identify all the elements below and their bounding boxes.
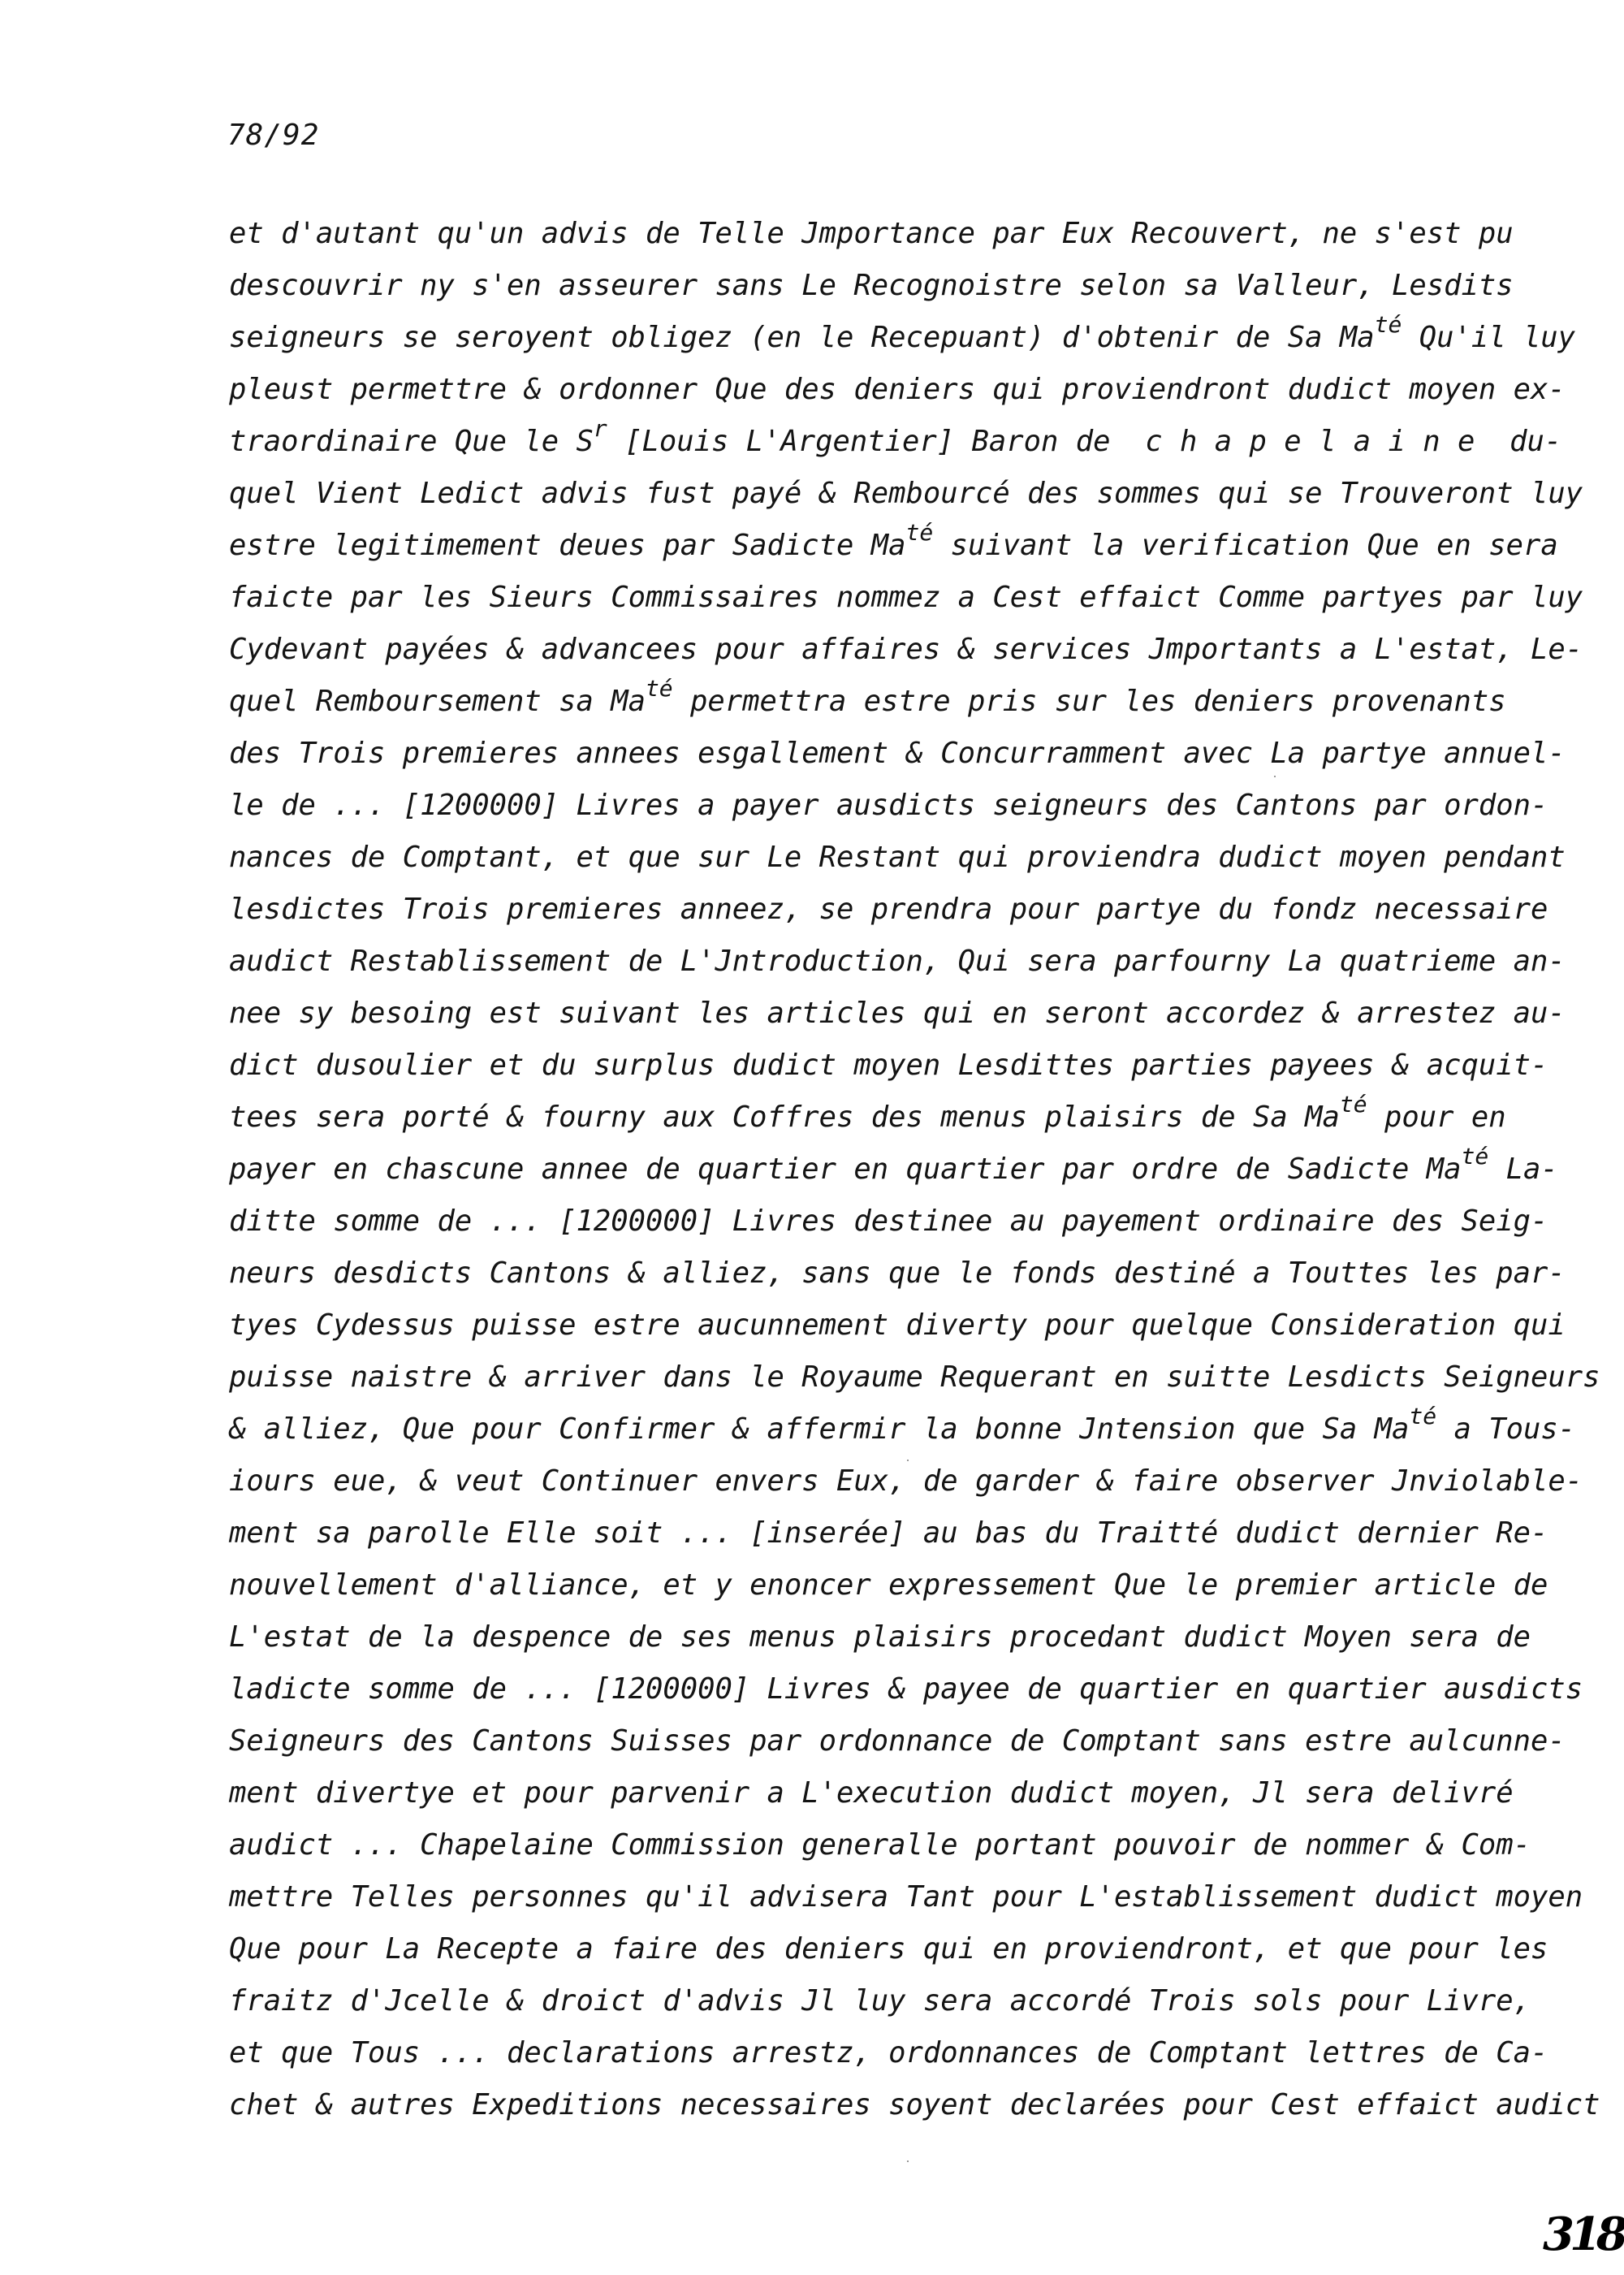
text-segment: [Louis L'Argentier] Baron de c h a p e l a i n e du- bbox=[607, 425, 1562, 458]
text-line bbox=[229, 728, 1609, 780]
text-segment: puisse naistre & arriver dans le Royaume Requerant en suitte Lesdicts Seigneurs bbox=[229, 1360, 1600, 1394]
text-segment: lesdictes Trois premieres anneez, se prendra pour partye du fondz necessaire bbox=[229, 893, 1548, 926]
text-line bbox=[229, 832, 1609, 884]
text-segment: ladicte somme de ... [1200000] Livres & payee de quartier en quartier ausdicts bbox=[229, 1672, 1583, 1706]
text-line bbox=[229, 1144, 1609, 1196]
superscript-abbrev: té bbox=[1374, 311, 1402, 338]
text-segment: et d'autant qu'un advis de Telle Jmportance par Eux Recouvert, ne s'est pu bbox=[229, 217, 1514, 250]
scan-speck bbox=[1274, 776, 1276, 777]
text-segment: le de ... [1200000] Livres a payer ausdicts seigneurs des Cantons par ordon- bbox=[229, 789, 1548, 822]
scan-speck bbox=[907, 1460, 909, 1461]
text-segment: Qu'il luy bbox=[1402, 321, 1576, 354]
text-line bbox=[229, 988, 1609, 1040]
text-segment: chet & autres Expeditions necessaires soyent declarées pour Cest effaict audict bbox=[229, 2088, 1600, 2121]
text-segment: neurs desdicts Cantons & alliez, sans que le fonds destiné a Touttes les par- bbox=[229, 1256, 1566, 1290]
text-line bbox=[229, 780, 1609, 832]
text-line bbox=[229, 364, 1609, 416]
text-line bbox=[229, 2079, 1609, 2131]
text-line bbox=[229, 1300, 1609, 1352]
text-segment: Seigneurs des Cantons Suisses par ordonnance de Comptant sans estre aulcunne- bbox=[229, 1724, 1566, 1758]
text-line bbox=[229, 1092, 1609, 1144]
superscript-abbrev: té bbox=[645, 675, 673, 702]
document-body bbox=[229, 208, 1609, 2131]
text-line bbox=[229, 312, 1609, 364]
folio-number-handwritten: 318 bbox=[1543, 2208, 1623, 2261]
text-line bbox=[229, 624, 1609, 676]
text-line bbox=[229, 572, 1609, 624]
text-segment: tyes Cydessus puisse estre aucunnement diverty pour quelque Consideration qui bbox=[229, 1308, 1566, 1342]
scan-speck bbox=[907, 2160, 909, 2162]
text-segment: Cydevant payées & advancees pour affaires & services Jmportants a L'estat, Le- bbox=[229, 633, 1583, 666]
text-line bbox=[229, 416, 1609, 468]
text-segment: permettra estre pris sur les deniers provenants bbox=[672, 685, 1506, 718]
superscript-abbrev: té bbox=[1409, 1403, 1437, 1429]
text-line bbox=[229, 1975, 1609, 2027]
text-line bbox=[229, 676, 1609, 728]
text-segment: quel Vient Ledict advis fust payé & Rembourcé des sommes qui se Trouveront luy bbox=[229, 477, 1583, 510]
text-segment: tees sera porté & fourny aux Coffres des menus plaisirs de Sa Ma bbox=[229, 1101, 1340, 1134]
text-segment: dict dusoulier et du surplus dudict moyen Lesdittes parties payees & acquit- bbox=[229, 1049, 1548, 1082]
text-segment: iours eue, & veut Continuer envers Eux, de garder & faire observer Jnviolable- bbox=[229, 1464, 1583, 1498]
text-segment: ment divertye et pour parvenir a L'execution dudict moyen, Jl sera delivré bbox=[229, 1776, 1514, 1810]
text-line bbox=[229, 1040, 1609, 1092]
text-segment: mettre Telles personnes qu'il advisera Tant pour L'establissement dudict moyen bbox=[229, 1880, 1583, 1914]
text-line bbox=[229, 1196, 1609, 1248]
text-line bbox=[229, 520, 1609, 572]
text-segment: des Trois premieres annees esgallement & Concurramment avec La partye annuel- bbox=[229, 737, 1566, 770]
text-segment: nances de Comptant, et que sur Le Restant qui proviendra dudict moyen pendant bbox=[229, 841, 1566, 874]
text-segment: audict Restablissement de L'Jntroduction, Qui sera parfourny La quatrieme an- bbox=[229, 945, 1566, 978]
text-segment: traordinaire Que le S bbox=[229, 425, 594, 458]
text-segment: ditte somme de ... [1200000] Livres destinee au payement ordinaire des Seig- bbox=[229, 1205, 1548, 1238]
text-line bbox=[229, 1663, 1609, 1715]
text-line bbox=[229, 208, 1609, 260]
text-segment: suivant la verification Que en sera bbox=[933, 529, 1558, 562]
superscript-abbrev: té bbox=[905, 519, 934, 546]
text-segment: seigneurs se seroyent obligez (en le Recepuant) d'obtenir de Sa Ma bbox=[229, 321, 1375, 354]
page-number: 78/92 bbox=[227, 119, 320, 152]
text-line bbox=[229, 260, 1609, 312]
text-segment: a Tous- bbox=[1436, 1412, 1576, 1446]
text-line bbox=[229, 884, 1609, 936]
text-segment: audict ... Chapelaine Commission generalle portant pouvoir de nommer & Com- bbox=[229, 1828, 1531, 1862]
text-line bbox=[229, 1923, 1609, 1975]
text-segment: pleust permettre & ordonner Que des deniers qui proviendront dudict moyen ex- bbox=[229, 373, 1566, 406]
text-line bbox=[229, 1819, 1609, 1871]
text-segment: fraitz d'Jcelle & droict d'advis Jl luy sera accordé Trois sols pour Livre, bbox=[229, 1984, 1531, 2018]
text-segment: nee sy besoing est suivant les articles qui en seront accordez & arrestez au- bbox=[229, 997, 1566, 1030]
text-segment: et que Tous ... declarations arrestz, ordonnances de Comptant lettres de Ca- bbox=[229, 2036, 1548, 2070]
text-line bbox=[229, 1403, 1609, 1455]
text-segment: faicte par les Sieurs Commissaires nommez a Cest effaict Comme partyes par luy bbox=[229, 581, 1583, 614]
text-line bbox=[229, 468, 1609, 520]
text-line bbox=[229, 1507, 1609, 1559]
text-segment: estre legitimement deues par Sadicte Ma bbox=[229, 529, 906, 562]
text-segment: Que pour La Recepte a faire des deniers qui en proviendront, et que pour les bbox=[229, 1932, 1548, 1966]
text-segment: descouvrir ny s'en asseurer sans Le Recognoistre selon sa Valleur, Lesdits bbox=[229, 269, 1514, 302]
text-segment: pour en bbox=[1367, 1101, 1506, 1134]
text-line bbox=[229, 1611, 1609, 1663]
text-segment: L'estat de la despence de ses menus plaisirs procedant dudict Moyen sera de bbox=[229, 1620, 1531, 1654]
text-line bbox=[229, 1352, 1609, 1403]
text-line bbox=[229, 936, 1609, 988]
text-segment: ment sa parolle Elle soit ... [inserée] au bas du Traitté dudict dernier Re- bbox=[229, 1516, 1548, 1550]
text-line bbox=[229, 1559, 1609, 1611]
text-segment: quel Remboursement sa Ma bbox=[229, 685, 646, 718]
text-segment: La- bbox=[1488, 1153, 1558, 1186]
text-segment: nouvellement d'alliance, et y enoncer expressement Que le premier article de bbox=[229, 1568, 1548, 1602]
text-line bbox=[229, 1455, 1609, 1507]
superscript-abbrev: té bbox=[1339, 1091, 1367, 1118]
text-line bbox=[229, 1767, 1609, 1819]
text-line bbox=[229, 2027, 1609, 2079]
superscript-abbrev: té bbox=[1461, 1143, 1489, 1170]
superscript-abbrev: r bbox=[593, 415, 607, 442]
text-line bbox=[229, 1871, 1609, 1923]
text-line bbox=[229, 1715, 1609, 1767]
text-segment: payer en chascune annee de quartier en quartier par ordre de Sadicte Ma bbox=[229, 1153, 1462, 1186]
text-segment: & alliez, Que pour Confirmer & affermir la bonne Jntension que Sa Ma bbox=[229, 1412, 1410, 1446]
text-line bbox=[229, 1248, 1609, 1300]
